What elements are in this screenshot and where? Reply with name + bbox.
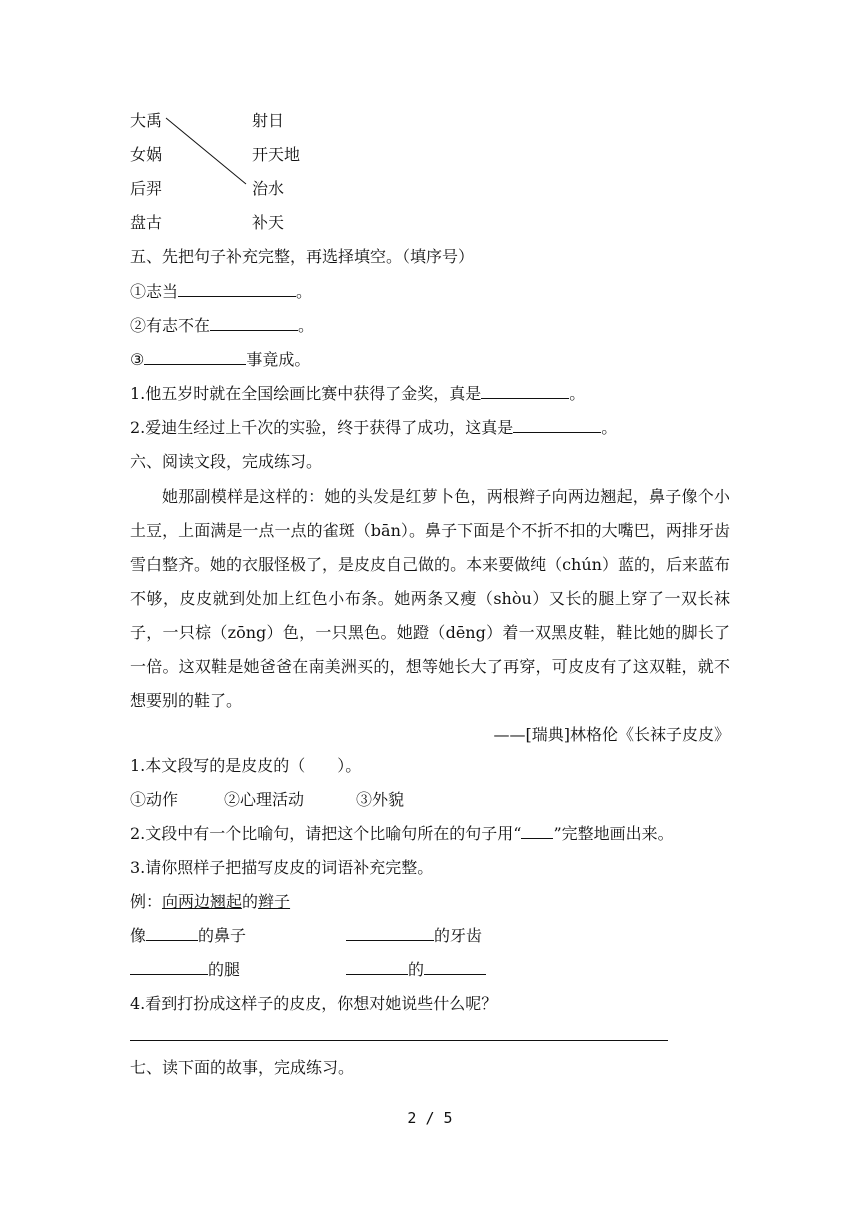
q6-option-1: ①动作 [130, 790, 179, 809]
q6-question-4: 4.看到打扮成这样子的皮皮，你想对她说些什么呢？ [130, 994, 498, 1013]
q5-sentence-2-post: 。 [601, 418, 618, 437]
q6-q2-pre: 2.文段中有一个比喻句，请把这个比喻句所在的句子用“ [130, 824, 522, 843]
q6-fill-c [130, 960, 240, 980]
match-left-4: 盘古 [130, 213, 163, 232]
q6-option-2: ②心理活动 [224, 790, 305, 809]
q5-sentence-2-blank[interactable] [513, 418, 601, 433]
q6-q1-options [130, 790, 404, 810]
q5-sentence-1-post: 。 [569, 384, 586, 403]
q6-example-part1: 向两边翘起 [162, 892, 243, 911]
q5-item-3-blank[interactable] [144, 350, 246, 365]
q6-fill-a-pre: 像 [130, 926, 147, 945]
q6-fill-a-blank[interactable] [146, 926, 198, 941]
q6-fill-a [130, 926, 246, 946]
q5-item-1-blank[interactable] [178, 282, 296, 297]
q6-source: ——[瑞典]林格伦《长袜子皮皮》 [493, 725, 730, 744]
q5-item-1-pre: ①志当 [130, 282, 179, 301]
q6-question-1: 1.本文段写的是皮皮的（ ）。 [130, 756, 362, 775]
match-right-4: 补天 [252, 213, 285, 232]
q6-fill-d-blank-2[interactable] [424, 960, 486, 975]
q5-item-2 [130, 316, 314, 336]
q6-q2-post: ”完整地画出来。 [553, 824, 674, 843]
q6-example-mid: 的 [242, 892, 259, 911]
q6-passage: 她那副模样是这样的：她的头发是红萝卜色，两根辫子向两边翘起，鼻子像个小土豆，上面满是一点一点的雀斑（bān）。鼻子下面是个不折不扣的大嘴巴，两排牙齿雪白整齐。她的衣服怪极了，是皮皮自己做的。本来要做纯（chún）蓝的，后来蓝布不够，皮皮就到处加上红色小布条。她两条又瘦（shòu）又长的腿上穿了一双长袜子，一只棕（zōng）色，一只黑色。她蹬（dēng）着一双黑皮鞋，鞋比她的脚长了一倍。这双鞋是她爸爸在南美洲买的，想等她长大了再穿，可皮皮有了这双鞋，就不想要别的鞋了。 [130, 487, 730, 710]
q6-q4-answer-line[interactable] [130, 1040, 668, 1041]
q6-fill-b-post: 的牙齿 [434, 926, 483, 945]
match-left-3: 后羿 [130, 179, 163, 198]
q6-fill-d-mid: 的 [408, 960, 425, 979]
match-left-1: 大禹 [130, 111, 163, 130]
q6-option-3: ③外貌 [356, 790, 405, 809]
match-connector-line [0, 0, 860, 260]
q5-sentence-1-pre: 1.他五岁时就在全国绘画比赛中获得了金奖，真是 [130, 384, 482, 403]
q6-fill-c-post: 的腿 [208, 960, 241, 979]
q5-heading: 五、先把句子补充完整，再选择填空。（填序号） [130, 247, 475, 266]
q6-example-label: 例： [130, 892, 163, 911]
q5-item-1 [130, 282, 312, 302]
q5-item-3-pre: ③ [130, 350, 145, 369]
q5-item-2-blank[interactable] [210, 316, 298, 331]
q6-fill-a-post: 的鼻子 [198, 926, 247, 945]
q6-fill-c-blank[interactable] [130, 960, 208, 975]
q5-sentence-1 [130, 384, 585, 404]
q5-sentence-2-pre: 2.爱迪生经过上千次的实验，终于获得了成功，这真是 [130, 418, 514, 437]
q6-question-2 [130, 824, 674, 844]
match-right-1: 射日 [252, 111, 285, 130]
q6-example-part2: 辫子 [258, 892, 291, 911]
q6-fill-d-blank-1[interactable] [346, 960, 408, 975]
q5-item-2-pre: ②有志不在 [130, 316, 211, 335]
q6-fill-d [346, 960, 486, 980]
match-right-3: 治水 [252, 179, 285, 198]
q5-item-3 [130, 350, 310, 370]
q5-sentence-2 [130, 418, 617, 438]
q6-fill-b [346, 926, 482, 946]
q5-item-2-post: 。 [298, 316, 315, 335]
q5-item-1-post: 。 [296, 282, 313, 301]
q6-q2-line-sample [521, 824, 553, 839]
q6-question-3: 3.请你照样子把描写皮皮的词语补充完整。 [130, 858, 434, 877]
page-number: 2 / 5 [407, 1109, 453, 1127]
q6-example [130, 892, 290, 912]
q7-heading: 七、读下面的故事，完成练习。 [130, 1058, 355, 1077]
q6-heading: 六、阅读文段，完成练习。 [130, 452, 323, 471]
match-right-2: 开天地 [252, 145, 301, 164]
match-left-2: 女娲 [130, 145, 163, 164]
q5-sentence-1-blank[interactable] [481, 384, 569, 399]
q5-item-3-post: 事竟成。 [246, 350, 311, 369]
q6-fill-b-blank[interactable] [346, 926, 434, 941]
